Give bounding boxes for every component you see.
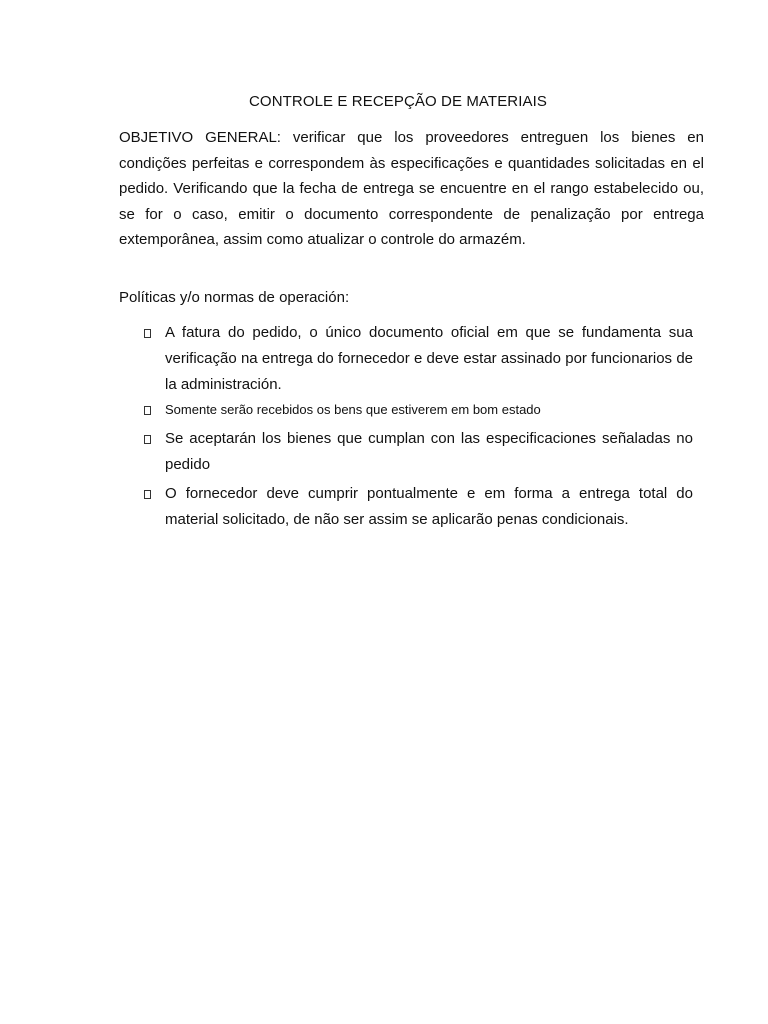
policy-list xyxy=(143,320,693,536)
policy-item xyxy=(143,481,693,533)
checkbox-square-icon xyxy=(144,406,151,415)
checkbox-square-icon xyxy=(144,490,151,499)
policies-heading: Políticas y/o normas de operación: xyxy=(119,289,350,306)
policy-item xyxy=(143,320,693,397)
checkbox-square-icon xyxy=(144,435,151,444)
policy-item xyxy=(143,400,693,420)
policy-text: O fornecedor deve cumprir pontualmente e em forma a entrega total do material solicitado, de não ser assim se aplicarão penas condicionais. xyxy=(165,484,693,528)
policy-text: A fatura do pedido, o único documento oficial em que se fundamenta sua verificação na entrega do fornecedor e deve estar assinado por funcionarios de la administración. xyxy=(165,324,693,393)
objective-paragraph: OBJETIVO GENERAL: verificar que los proveedores entreguen los bienes en condições perfeitas e correspondem às especificações e quantidades solicitadas en el pedido. Verificando que la fecha de entrega se encuentre en el rango estabelecido ou, se for o caso, emitir o documento correspondente de penalização por entrega extemporânea, assim como atualizar o controle do armazém. xyxy=(119,129,704,248)
policy-item xyxy=(143,426,693,478)
checkbox-square-icon xyxy=(144,329,151,338)
policy-text: Se aceptarán los bienes que cumplan con las especificaciones señaladas no pedido xyxy=(165,430,693,474)
policy-text: Somente serão recebidos os bens que estiverem em bom estado xyxy=(165,402,541,418)
document-title: CONTROLE E RECEPÇÃO DE MATERIAIS xyxy=(249,93,547,110)
